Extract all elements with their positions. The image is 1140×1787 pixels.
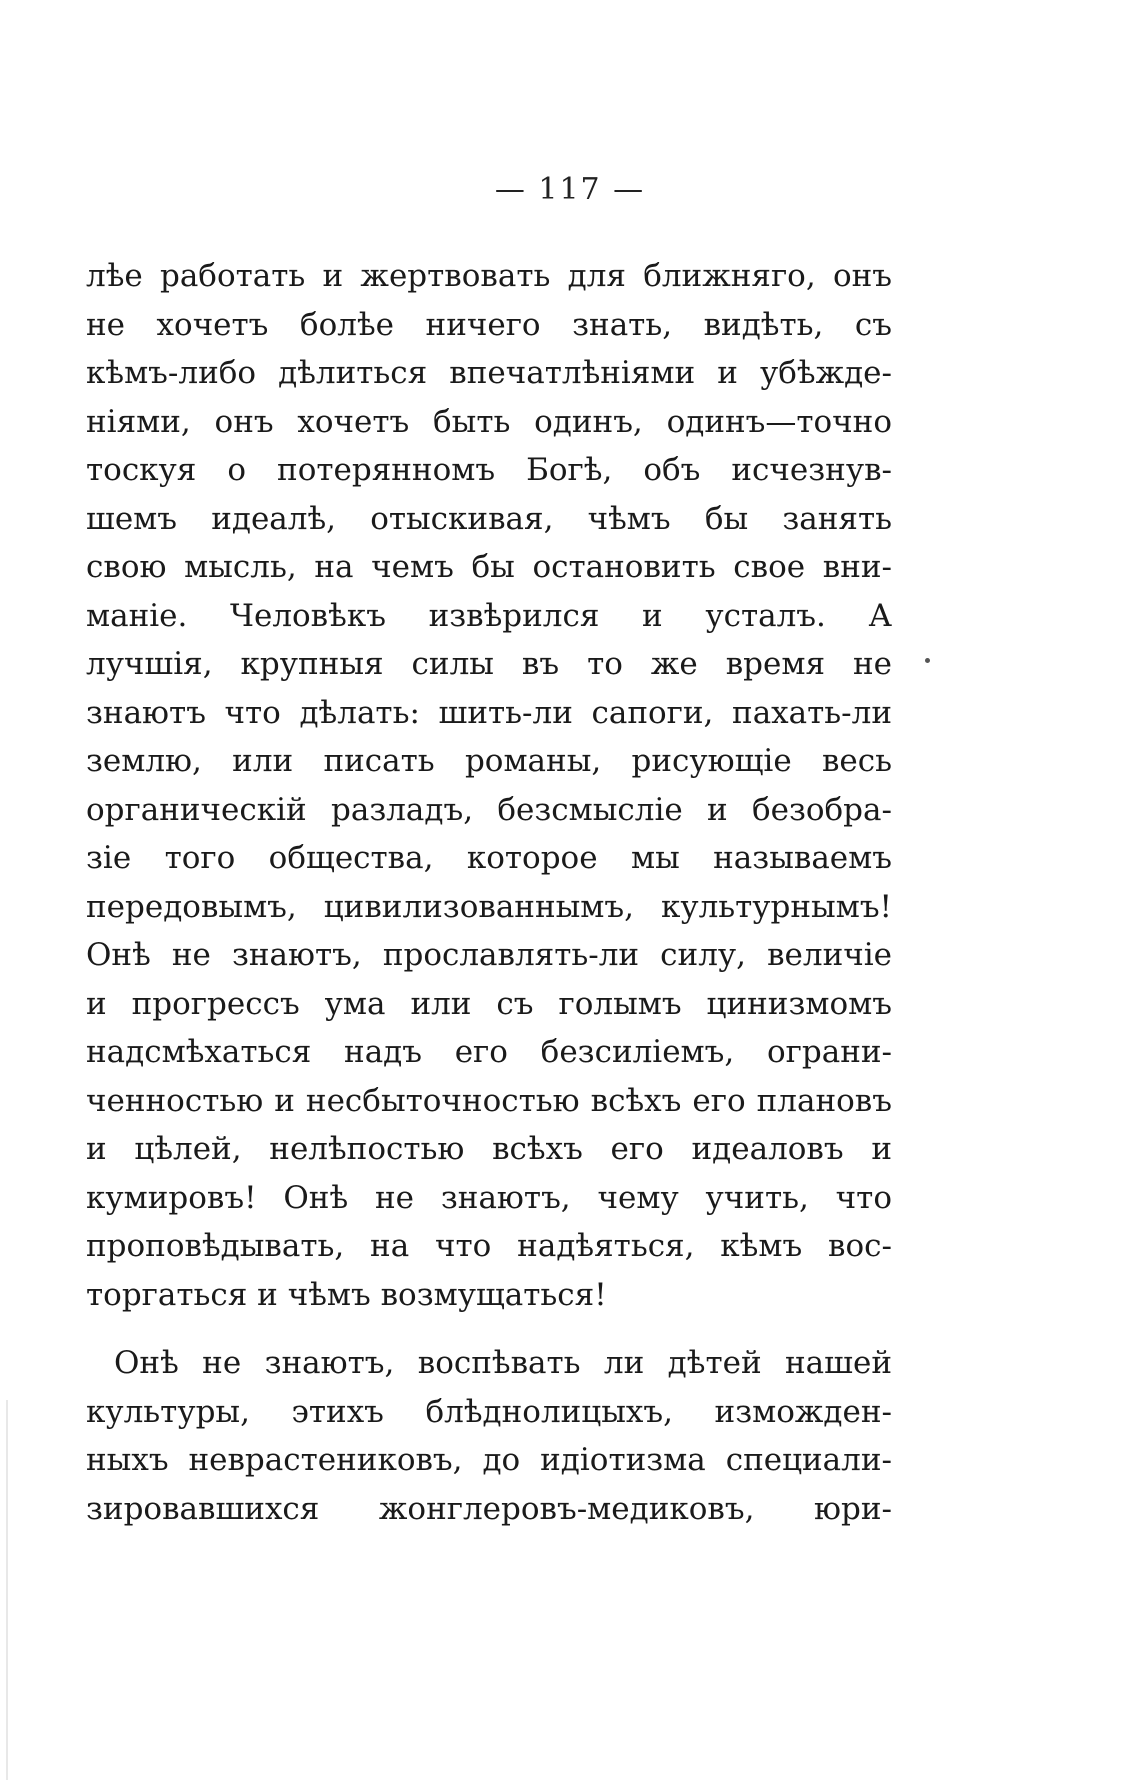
text-line: ныхъ неврастениковъ, до идіотизма специали- — [86, 1442, 892, 1478]
text-line: Онѣ не знаютъ, воспѣвать ли дѣтей нашей — [114, 1345, 892, 1381]
paragraph-gap — [86, 1319, 892, 1339]
paragraph-1 — [86, 252, 892, 1319]
text-line: ченностью и несбыточностью всѣхъ его плановъ — [86, 1082, 892, 1119]
text-line: тоскуя о потерянномъ Богѣ, объ исчезнув- — [86, 452, 892, 488]
page-edge-shadow — [6, 1400, 8, 1780]
text-line: торгаться и чѣмъ возмущаться! — [86, 1276, 607, 1313]
text-line: кѣмъ-либо дѣлиться впечатлѣніями и убѣжде- — [86, 355, 892, 391]
text-line: свою мысль, на чемъ бы остановить свое вни- — [86, 549, 892, 585]
text-line: маніе. Человѣкъ извѣрился и усталъ. А — [86, 597, 892, 634]
text-line: культуры, этихъ блѣднолицыхъ, изможден- — [86, 1393, 892, 1430]
text-line: и цѣлей, нелѣпостью всѣхъ его идеаловъ и — [86, 1131, 892, 1167]
text-line: лѣе работать и жертвовать для ближняго, онъ — [86, 258, 892, 294]
paragraph-2 — [86, 1339, 892, 1533]
text-line: не хочетъ болѣе ничего знать, видѣть, съ — [86, 306, 892, 343]
text-line: знаютъ что дѣлать: шить-ли сапоги, пахать-ли — [86, 694, 892, 731]
page-number-header: — 117 — — [494, 172, 646, 207]
body-text — [86, 252, 892, 1533]
text-line: зировавшихся жонглеровъ-медиковъ, юри- — [86, 1490, 892, 1527]
text-line: передовымъ, цивилизованнымъ, культурнымъ! — [86, 888, 892, 925]
text-line: зіе того общества, которое мы называемъ — [86, 840, 892, 876]
text-line: надсмѣхаться надъ его безсиліемъ, ограни- — [86, 1034, 892, 1070]
text-line: и прогрессъ ума или съ голымъ цинизмомъ — [86, 985, 892, 1022]
text-line: ніями, онъ хочетъ быть одинъ, одинъ—точно — [86, 403, 892, 440]
text-line: органическій разладъ, безсмысліе и безобра- — [86, 791, 892, 828]
text-line: землю, или писать романы, рисующіе весь — [86, 743, 892, 779]
text-line: лучшія, крупныя силы въ то же время не — [86, 646, 892, 682]
text-line: шемъ идеалѣ, отыскивая, чѣмъ бы занять — [86, 500, 892, 537]
text-line: кумировъ! Онѣ не знаютъ, чему учить, что — [86, 1179, 892, 1216]
text-line: Онѣ не знаютъ, прославлять-ли силу, величіе — [86, 937, 892, 973]
margin-dot — [925, 658, 930, 663]
text-line: проповѣдывать, на что надѣяться, кѣмъ вос- — [86, 1228, 892, 1264]
